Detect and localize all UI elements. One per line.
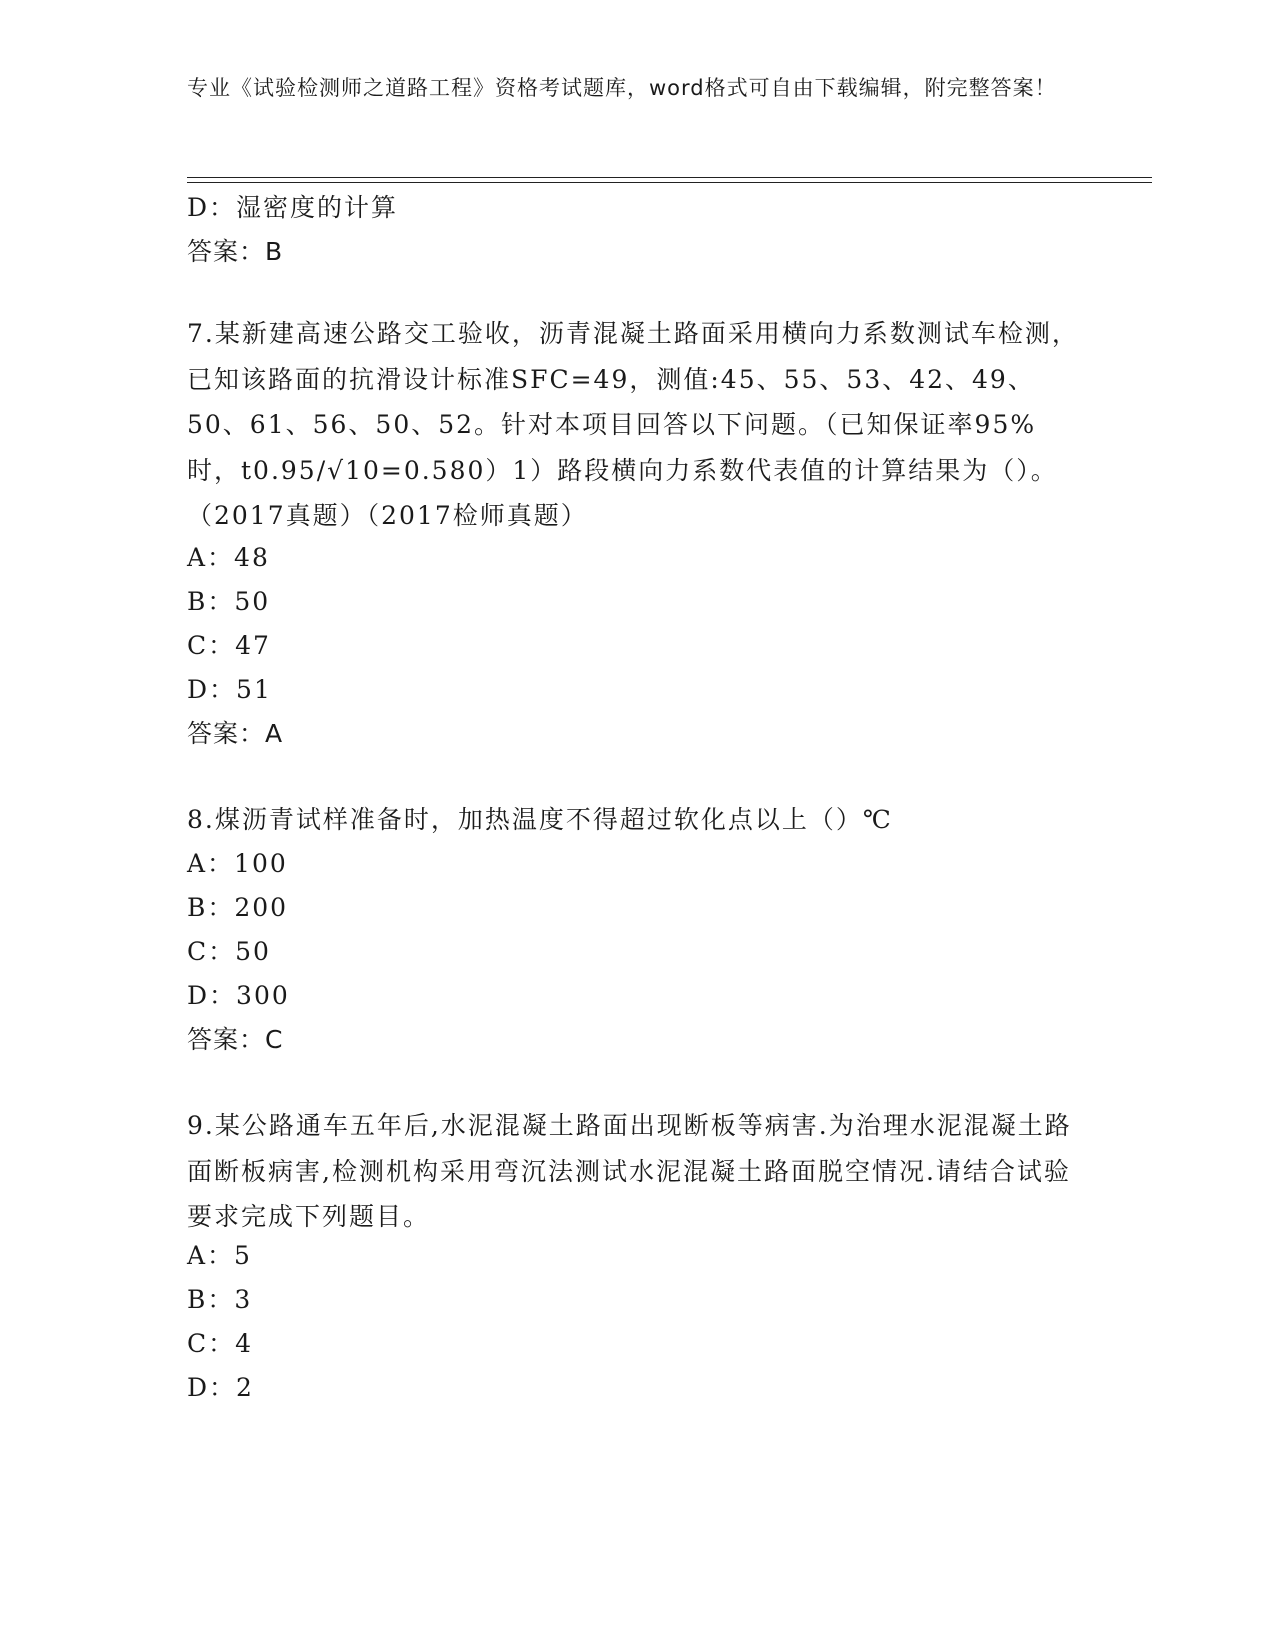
question-7-option-b: B：50 (187, 587, 271, 616)
question-7-answer: 答案：A (187, 719, 284, 748)
question-8-option-d: D：300 (187, 981, 290, 1010)
header-rule-bottom (187, 182, 1152, 183)
question-7-option-a: A：48 (187, 543, 270, 572)
question-9-option-c: C：4 (187, 1329, 254, 1358)
question-8-option-a: A：100 (187, 849, 288, 878)
question-7-option-d: D：51 (187, 675, 272, 704)
question-7-option-c: C：47 (187, 631, 271, 660)
question-7-text: 7.某新建高速公路交工验收，沥青混凝土路面采用横向力系数测试车检测，已知该路面的抗滑设计标准SFC=49，测值:45、55、53、42、49、50、61、56、50、52。针对本项目回答以下问题。（已知保证率95%时，t0.95/√10=0.580）1）路段横向力系数代表值的计算结果为（）。（2017真题）（2017检师真题） (187, 319, 1079, 530)
header-rule-top (187, 177, 1152, 178)
question-9-option-b: B：3 (187, 1285, 253, 1314)
question-8-text: 8.煤沥青试样准备时，加热温度不得超过软化点以上（）℃ (187, 805, 893, 834)
question-8-option-c: C：50 (187, 937, 271, 966)
question-8-option-b: B：200 (187, 893, 289, 922)
question-9-option-d: D：2 (187, 1373, 254, 1402)
question-9-text: 9.某公路通车五年后,水泥混凝土路面出现断板等病害.为治理水泥混凝土路面断板病害,检测机构采用弯沉法测试水泥混凝土路面脱空情况.请结合试验要求完成下列题目。 (187, 1111, 1072, 1231)
prev-answer: 答案：B (187, 237, 284, 266)
prev-option-d: D：湿密度的计算 (187, 193, 399, 222)
question-9-option-a: A：5 (187, 1241, 252, 1270)
question-8-answer: 答案：C (187, 1025, 284, 1054)
document-header: 专业《试验检测师之道路工程》资格考试题库，word格式可自由下载编辑，附完整答案！ (187, 76, 1057, 100)
